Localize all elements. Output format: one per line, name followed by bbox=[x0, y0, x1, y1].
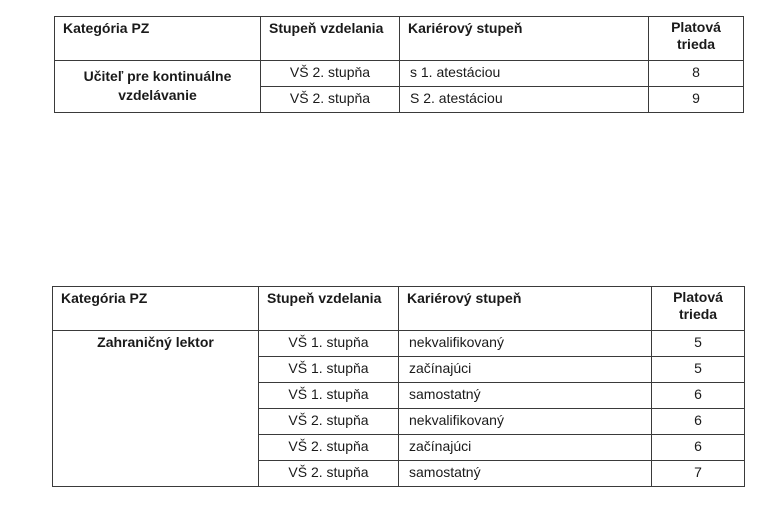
education-cell: VŠ 2. stupňa bbox=[259, 409, 399, 435]
category-cell: Zahraničný lektor bbox=[53, 331, 259, 487]
table-row bbox=[55, 61, 744, 87]
pay-class-cell: 9 bbox=[649, 87, 744, 113]
header-category: Kategória PZ bbox=[55, 17, 261, 61]
category-cell: Učiteľ pre kontinuálne vzdelávanie bbox=[55, 61, 261, 113]
education-cell: VŠ 2. stupňa bbox=[261, 87, 400, 113]
career-cell: samostatný bbox=[399, 383, 652, 409]
salary-table-1 bbox=[54, 16, 744, 113]
career-cell: nekvalifikovaný bbox=[399, 331, 652, 357]
pay-class-cell: 5 bbox=[652, 331, 745, 357]
table-row bbox=[53, 331, 745, 357]
header-education: Stupeň vzdelania bbox=[261, 17, 400, 61]
header-career: Kariérový stupeň bbox=[399, 287, 652, 331]
header-category: Kategória PZ bbox=[53, 287, 259, 331]
career-cell: s 1. atestáciou bbox=[400, 61, 649, 87]
career-cell: začínajúci bbox=[399, 357, 652, 383]
salary-table-2 bbox=[52, 286, 745, 487]
career-cell: samostatný bbox=[399, 461, 652, 487]
header-pay-class: Platová trieda bbox=[652, 287, 745, 331]
education-cell: VŠ 2. stupňa bbox=[259, 435, 399, 461]
header-education: Stupeň vzdelania bbox=[259, 287, 399, 331]
header-row bbox=[55, 17, 744, 61]
header-pay-class: Platová trieda bbox=[649, 17, 744, 61]
pay-class-cell: 8 bbox=[649, 61, 744, 87]
career-cell: začínajúci bbox=[399, 435, 652, 461]
header-row bbox=[53, 287, 745, 331]
education-cell: VŠ 1. stupňa bbox=[259, 331, 399, 357]
pay-class-cell: 6 bbox=[652, 435, 745, 461]
pay-class-cell: 6 bbox=[652, 383, 745, 409]
career-cell: S 2. atestáciou bbox=[400, 87, 649, 113]
education-cell: VŠ 1. stupňa bbox=[259, 357, 399, 383]
career-cell: nekvalifikovaný bbox=[399, 409, 652, 435]
header-career: Kariérový stupeň bbox=[400, 17, 649, 61]
pay-class-cell: 5 bbox=[652, 357, 745, 383]
education-cell: VŠ 2. stupňa bbox=[259, 461, 399, 487]
education-cell: VŠ 2. stupňa bbox=[261, 61, 400, 87]
pay-class-cell: 7 bbox=[652, 461, 745, 487]
education-cell: VŠ 1. stupňa bbox=[259, 383, 399, 409]
pay-class-cell: 6 bbox=[652, 409, 745, 435]
